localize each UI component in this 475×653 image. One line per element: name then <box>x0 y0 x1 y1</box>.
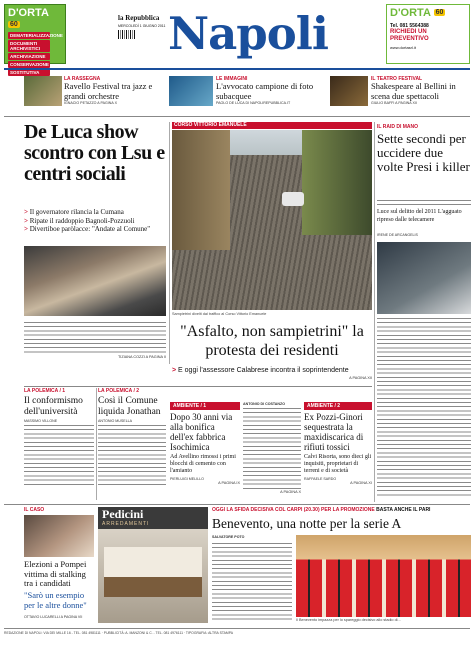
right-body-top <box>377 200 471 208</box>
bottom-left-quote: "Sarò un esempio per le altre donne" <box>24 590 87 610</box>
date-line: MERCOLEDÌ 1 GIUGNO 2011 <box>118 24 166 28</box>
photo-byline: A PAGINA XII <box>349 376 372 380</box>
pedicini-brand: Pedicini <box>102 507 144 521</box>
lead-body-text <box>24 322 166 354</box>
ambiente-byline: PIERLUIGI MELILLO <box>170 477 204 481</box>
strip-item-2[interactable] <box>216 76 326 112</box>
section-rule <box>24 386 372 387</box>
right-kicker: IL RAID DI MANO <box>377 124 419 130</box>
right-byline: IRENE DE ARCANGELIS <box>377 233 418 237</box>
politics-title: Così il Comune liquida Jonathan <box>98 396 161 417</box>
strip-title: Shakespeare al Bellini in scena due spettacoli <box>371 81 456 101</box>
strip-photo-2 <box>169 76 213 106</box>
strip-kicker: LA RASSEGNA <box>64 76 101 82</box>
strip-photo-3 <box>330 76 368 106</box>
left-ad-tag: SOSTITUTIVA <box>8 69 50 76</box>
arrow-icon: > <box>24 225 28 233</box>
lead-bullet-text: Il governatore rilancia la Cumana <box>29 208 124 216</box>
ambiente-item-3[interactable] <box>304 402 372 500</box>
lead-headline[interactable]: De Luca show scontro con Lsu e centri sociali <box>24 121 165 185</box>
politics-byline: ANTONIO MUSELLA <box>98 419 133 423</box>
ambiente-title: Dopo 30 anni via alla bonifica dell'ex fabbrica Isochimica <box>170 412 233 452</box>
politics-byline: MASSIMO VILLONE <box>24 419 58 423</box>
politics-item-1[interactable] <box>24 388 94 500</box>
lead-bullet-text: Ripate il raddoppio Bagnoli-Pozzuoli <box>29 216 135 225</box>
right-ad-site: www.dortasrl.it <box>390 45 417 50</box>
section-rule <box>4 504 470 505</box>
photo-caption: Sampietrini divelti dal traffico al Corso Vittorio Emanuele <box>172 312 267 316</box>
photo-caption-top: CORSO VITTORIO EMANUELE <box>172 122 372 129</box>
right-ad-line: PREVENTIVO <box>390 36 429 42</box>
arrow-icon: > <box>24 216 28 225</box>
ambiente-byline: ANTONIO DI COSTANZO <box>243 402 285 406</box>
ambiente-title: Ex Pozzi-Ginori sequestrata la maxidiscarica di rifiuti tossici <box>304 412 364 452</box>
photo-subhead-text: E oggi l'assessore Calabrese incontra il soprintendente <box>178 367 349 374</box>
building-right <box>302 130 372 235</box>
right-header-ad[interactable] <box>386 4 470 64</box>
ambiente-byline: RAFFAELE SARDO <box>304 477 337 481</box>
ambiente-item-1[interactable] <box>170 402 240 500</box>
right-ad-badge: 60 <box>435 9 444 16</box>
serie-a-headline[interactable]: Benevento, una notte per la serie A <box>212 516 402 531</box>
left-header-ad[interactable] <box>4 4 66 75</box>
serie-a-byline: SALVATORE POTO <box>212 535 245 539</box>
furniture-image <box>104 547 202 597</box>
right-ad-phone: Tel. 081 5564388 <box>390 23 429 29</box>
ambiente-kicker: AMBIENTE / 2 <box>304 402 372 410</box>
left-ad-tag: DOCUMENTI ARCHIVISTICI <box>8 40 50 52</box>
serie-a-kicker <box>212 507 471 514</box>
strip-item-3[interactable] <box>371 76 471 112</box>
strip-byline: IGNACIO PETAZZO A PAGINA X <box>64 101 117 105</box>
paper-brand <box>118 14 170 44</box>
lead-bullet[interactable] <box>24 217 166 226</box>
strip-title: Ravello Festival tra jazz e grandi orchestre <box>64 81 153 101</box>
footer-rule <box>4 628 470 629</box>
left-ad-badge: 60 <box>10 21 18 28</box>
bottom-left-title[interactable]: Elezioni a Pompei vittima di stalking tra i candidati <box>24 559 87 588</box>
strip-kicker: IL TEATRO FESTIVAL <box>371 76 423 82</box>
footer-text: REDAZIONE DI NAPOLI: VIA DEI MILLE 16 - TEL. 081 4981111 · PUBBLICITÀ: A. MANZONI & C. - TEL. 081 4976111 · TIPOGRAFIA: ALTRA STAMPA <box>4 631 234 635</box>
left-ad-tag: CONSERVAZIONE <box>10 62 49 67</box>
bottom-left-byline: OTTAVIO LUCARELLI A PAGINA VII <box>24 615 83 619</box>
strip-photo-1 <box>24 76 62 106</box>
strip-kicker: LE IMMAGINI <box>216 76 248 82</box>
paper-name: la Repubblica <box>118 14 160 22</box>
barcode-icon <box>118 30 136 39</box>
politics-body <box>24 425 94 485</box>
ambiente-kicker: AMBIENTE / 1 <box>170 402 240 410</box>
pedicini-subtitle: ARREDAMENTI <box>102 521 150 527</box>
right-deck: Luce sul delitto del 2011 L'agguato ripreso dalle telecamere <box>377 209 462 223</box>
lead-photo <box>24 246 166 316</box>
bottom-left-kicker: IL CASO <box>24 507 45 513</box>
right-photo <box>377 242 471 314</box>
lead-bullet[interactable] <box>24 225 166 234</box>
column-divider <box>169 122 170 364</box>
arrow-icon: > <box>24 208 28 216</box>
lead-bullet[interactable] <box>24 208 166 217</box>
right-body-text <box>377 318 471 498</box>
left-ad-brand: D'ORTA <box>8 7 49 19</box>
politics-title: Il conformismo dell'università <box>24 396 83 417</box>
ambiente-item-2[interactable] <box>243 402 301 500</box>
serie-a-kicker-right: BASTA ANCHE IL PARI <box>376 507 431 513</box>
masthead-title: Napoli <box>168 7 328 60</box>
strip-title: L'avvocato campione di foto subacquee <box>216 81 314 101</box>
header-rule <box>4 68 470 70</box>
right-ad-brand: D'ORTA <box>390 7 431 19</box>
lead-bullets <box>24 208 166 244</box>
ambiente-pageref: A PAGINA X <box>280 490 301 495</box>
arrow-icon: > <box>172 367 177 374</box>
politics-body <box>98 425 166 485</box>
right-ad-line: RICHIEDI UN <box>390 29 427 35</box>
strip-byline: GIULIO BAFFI A PAGINA XII <box>371 101 417 105</box>
right-headline[interactable]: Sette secondi per uccidere due volte Presi i killer <box>377 131 470 174</box>
car <box>282 192 304 206</box>
politics-item-2[interactable] <box>98 388 166 500</box>
lead-byline: TIZIANA COZZI A PAGINA II <box>117 355 166 359</box>
ambiente-pageref: A PAGINA IX <box>218 481 240 486</box>
ambiente-body <box>243 408 301 490</box>
column-divider <box>96 388 97 500</box>
street-photo <box>172 130 372 310</box>
strip-byline: PAOLO DE LUCA DI NAPOLIREPUBBLICA.IT <box>216 101 291 105</box>
bottom-left-photo <box>24 515 94 557</box>
photo-headline[interactable]: "Asfalto, non sampietrini" la protesta dei residenti <box>180 323 364 359</box>
serie-a-caption: Il Benevento impazza per lo spareggio decisivo allo stadio di... <box>296 618 401 622</box>
serie-a-kicker-text: OGGI LA SFIDA DECISIVA COL CARPI (20.30) PER LA PROMOZIONE <box>212 507 375 513</box>
photo-subhead <box>172 366 372 376</box>
lead-bullet-text: Divertiboe paròlacce: "Andate al Comune" <box>29 225 151 233</box>
column-divider <box>374 122 375 502</box>
strip-rule <box>4 116 470 117</box>
serie-a-photo <box>296 535 471 617</box>
pedicini-ad[interactable] <box>98 507 208 623</box>
building-left <box>172 130 230 250</box>
politics-kicker: LA POLEMICA / 1 <box>24 388 66 394</box>
ambiente-subtitle: Ad Avellino rimossi i primi blocchi di cemento con l'amianto <box>170 454 236 474</box>
politics-kicker: LA POLEMICA / 2 <box>98 388 140 394</box>
left-ad-tag: ARCHIVIAZIONE <box>8 53 50 60</box>
ambiente-pageref: A PAGINA XI <box>350 481 372 486</box>
left-ad-tag: DEMATERIALIZZAZIONE <box>10 33 63 38</box>
serie-a-body <box>212 543 292 623</box>
ambiente-subtitle: Calvi Risorta, sono dieci gli inquisiti, proprietari di terreni e di società <box>304 454 372 474</box>
strip-item-1[interactable] <box>64 76 162 112</box>
